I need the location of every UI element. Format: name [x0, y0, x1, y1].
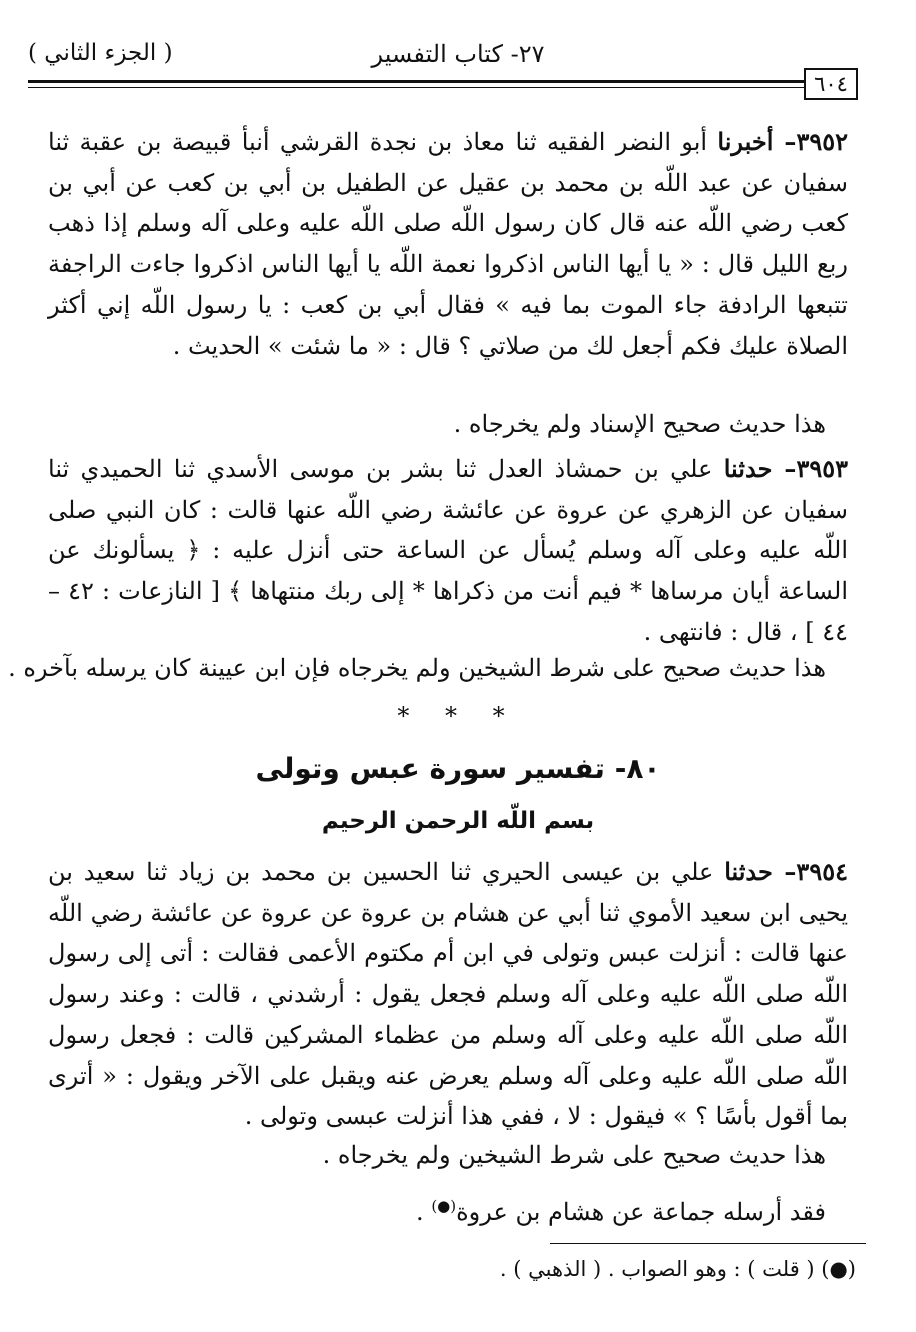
- transmission-verb: – أخبرنا: [717, 127, 797, 156]
- running-header-book: ٢٧- كتاب التفسير: [371, 40, 545, 68]
- mursal-note-text: فقد أرسله جماعة عن هشام بن عروة: [456, 1198, 826, 1226]
- running-header-volume: ( الجزء الثاني ): [28, 40, 173, 66]
- hadith-number: ٣٩٥٣: [796, 454, 848, 483]
- hadith-text: علي بن حمشاذ العدل ثنا بشر بن موسى الأسدي ثنا الحميدي ثنا سفيان عن الزهري عن عروة عن عائشة رضي اللّه عنها قالت : كان النبي صلى اللّه عليه وعلى آله وسلم يُسأل عن الساعة حتى أنزل عليه : ﴿ يسألونك عن الساعة أيان مرساها * فيم أنت من ذكراها * إلى ربك منتهاها ﴾ [ النازعات : ٤٢ – ٤٤ ] ، قال : فانتهى .: [48, 455, 848, 646]
- hadith-number: ٣٩٥٢: [796, 127, 848, 156]
- hadith-3954: [48, 852, 848, 1137]
- page-number: ٦٠٤: [804, 68, 858, 100]
- transmission-verb: – حدثنا: [724, 857, 797, 886]
- footnote: (●) ( قلت ) : وهو الصواب . ( الذهبي ) .: [499, 1257, 856, 1281]
- basmala: بسم اللّه الرحمن الرحيم: [321, 808, 595, 834]
- mursal-note: [48, 1186, 826, 1232]
- grading-note-3954: هذا حديث صحيح على شرط الشيخين ولم يخرجاه .: [322, 1141, 826, 1169]
- hadith-number: ٣٩٥٤: [796, 857, 848, 886]
- transmission-verb: – حدثنا: [723, 454, 797, 483]
- footnote-separator: [550, 1243, 866, 1244]
- grading-note-3953: هذا حديث صحيح على شرط الشيخين ولم يخرجاه فإن ابن عيينة كان يرسله بآخره .: [8, 654, 826, 682]
- hadith-text: أبو النضر الفقيه ثنا معاذ بن نجدة القرشي أنبأ قبيصة بن عقبة ثنا سفيان عن عبد اللّه بن محمد بن عقيل عن الطفيل بن أبي بن كعب عن أبي بن كعب رضي اللّه عنه قال كان رسول اللّه صلى اللّه عليه وعلى آله وسلم إذا ذهب ربع الليل قال : « يا أيها الناس اذكروا نعمة اللّه يا أيها الناس اذكروا جاءت الراجفة تتبعها الرادفة جاء الموت بما فيه » فقال أبي بن كعب : يا رسول اللّه إني أكثر الصلاة عليك فكم أجعل لك من صلاتي ؟ قال : « ما شئت » الحديث .: [48, 128, 848, 360]
- header-rule-thick: [28, 80, 824, 83]
- hadith-3953: [48, 449, 848, 653]
- section-divider-stars: * * *: [397, 702, 519, 730]
- mursal-note-end: .: [416, 1198, 432, 1226]
- hadith-3952: [48, 122, 848, 366]
- grading-note-3952: هذا حديث صحيح الإسناد ولم يخرجاه .: [453, 410, 826, 438]
- header-rule-thin: [28, 87, 824, 88]
- footnote-reference: (●): [431, 1197, 457, 1215]
- surah-heading: ٨٠- تفسير سورة عبس وتولى: [255, 752, 661, 785]
- hadith-text: علي بن عيسى الحيري ثنا الحسين بن محمد بن زياد ثنا سعيد بن يحيى ابن سعيد الأموي ثنا أبي عن هشام بن عروة عن عروة عن عائشة رضي اللّه عنها قالت : أنزلت عبس وتولى في ابن أم مكتوم الأعمى فقالت : أتى إلى رسول اللّه صلى اللّه عليه وعلى آله وسلم فجعل يقول : أرشدني ، قالت : وعند رسول اللّه صلى اللّه عليه وعلى آله وسلم من عظماء المشركين قالت : فجعل رسول اللّه صلى اللّه عليه وعلى آله وسلم يعرض عنه ويقبل على الآخر ويقول : « أترى بما أقول بأسًا ؟ » فيقول : لا ، ففي هذا أنزلت عبسى وتولى .: [48, 858, 849, 1131]
